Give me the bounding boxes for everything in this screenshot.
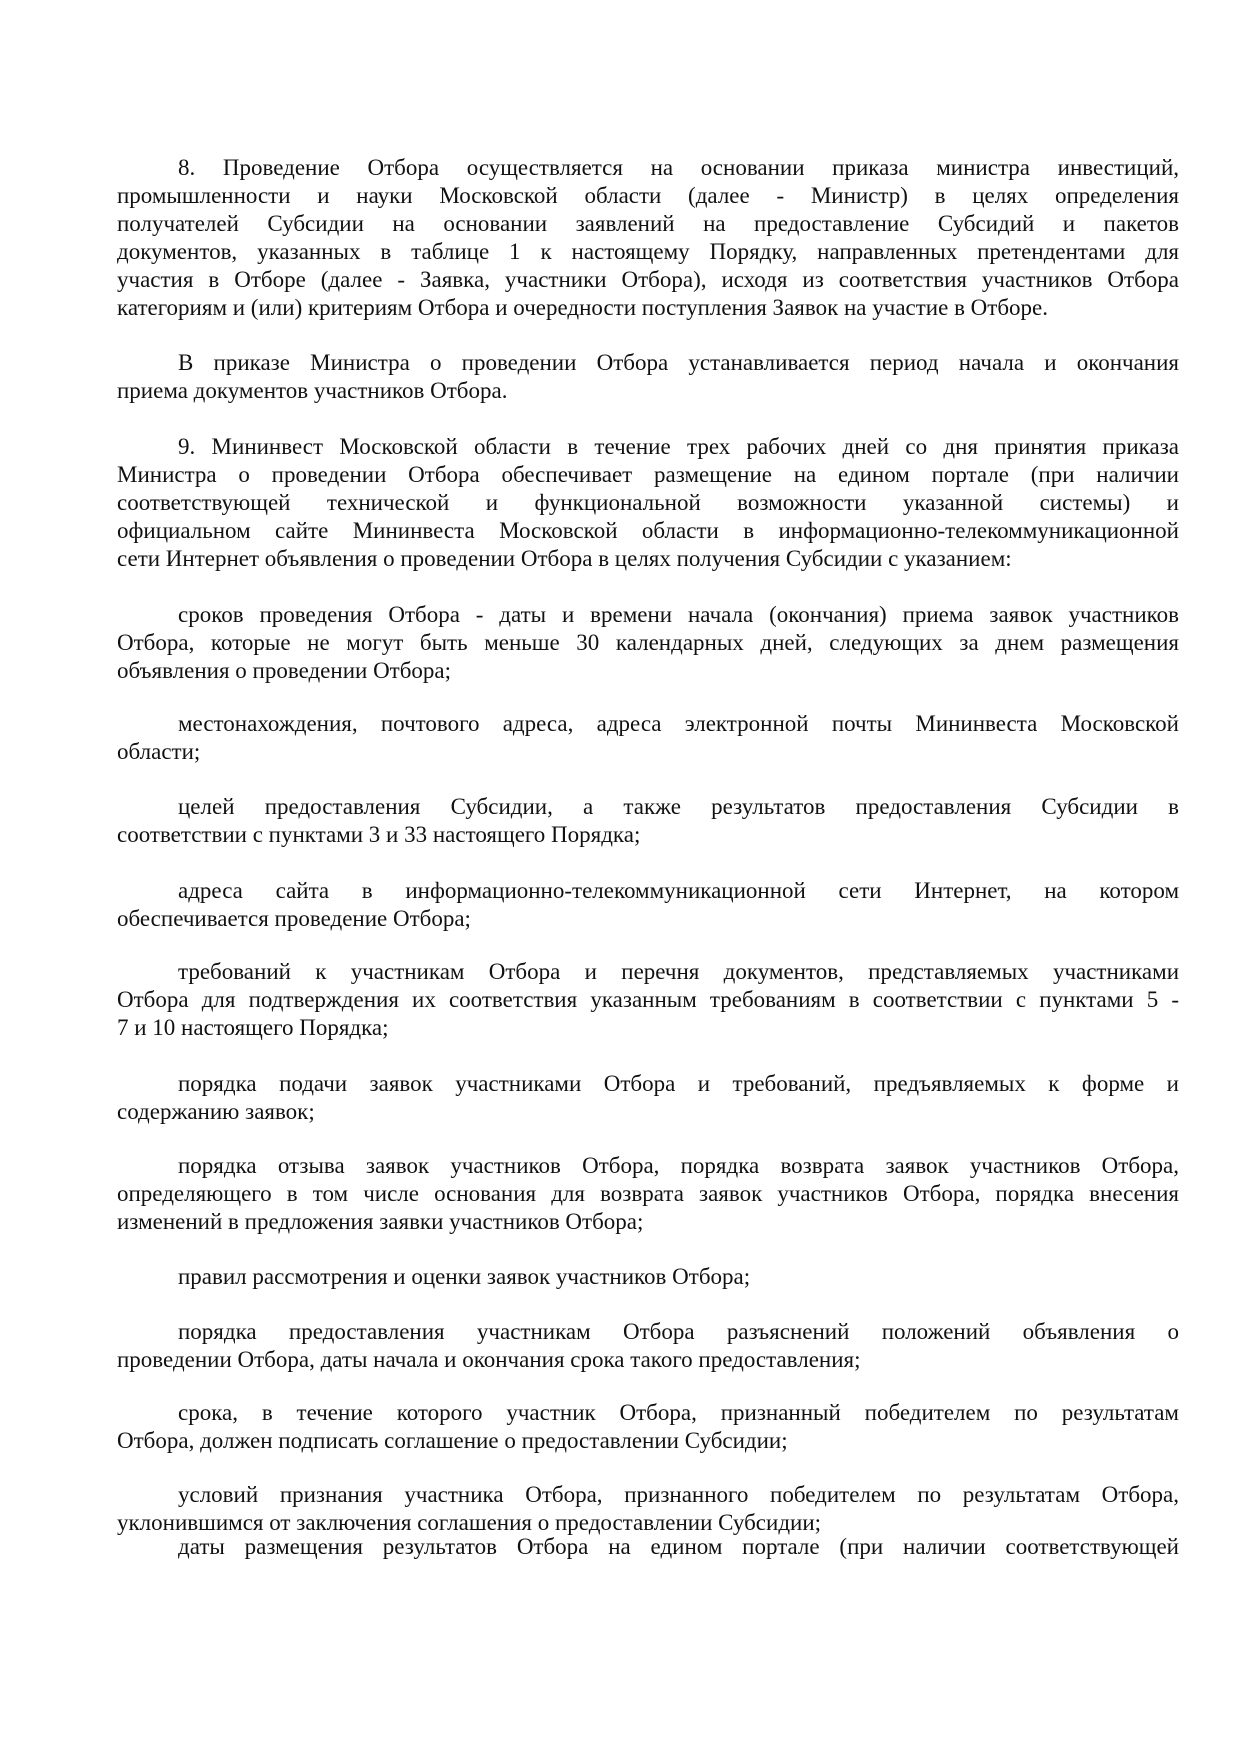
text-line: изменений в предложения заявки участников Отбора; <box>117 1209 644 1234</box>
text-line: области; <box>117 739 201 764</box>
text-line: 7 и 10 настоящего Порядка; <box>117 1015 389 1040</box>
paragraph <box>117 433 1179 573</box>
text-line: сроков проведения Отбора - даты и времени начала (окончания) приема заявок участников <box>178 602 1179 627</box>
text-line: 8. Проведение Отбора осуществляется на основании приказа министра инвестиций, <box>178 155 1179 180</box>
text-line: срока, в течение которого участник Отбора, признанный победителем по результатам <box>178 1400 1179 1425</box>
text-line: порядка подачи заявок участниками Отбора и требований, предъявляемых к форме и <box>178 1071 1179 1096</box>
text-line: требований к участникам Отбора и перечня документов, представляемых участниками <box>178 959 1179 984</box>
text-line: соответствии с пунктами 3 и 33 настоящего Порядка; <box>117 822 641 847</box>
text-line: даты размещения результатов Отбора на едином портале (при наличии соответствующей <box>178 1534 1179 1559</box>
text-line: Отбора, должен подписать соглашение о предоставлении Субсидии; <box>117 1428 788 1453</box>
text-line: получателей Субсидии на основании заявлений на предоставление Субсидий и пакетов <box>117 211 1179 236</box>
paragraph <box>117 154 1179 322</box>
paragraph <box>117 1318 1179 1374</box>
text-line: Отбора, которые не могут быть меньше 30 календарных дней, следующих за днем размещения <box>117 630 1179 655</box>
text-line: порядка отзыва заявок участников Отбора, порядка возврата заявок участников Отбора, <box>178 1153 1179 1178</box>
text-line: проведении Отбора, даты начала и окончания срока такого предоставления; <box>117 1347 861 1372</box>
text-line: участия в Отборе (далее - Заявка, участники Отбора), исходя из соответствия участников Отбора <box>117 267 1179 292</box>
paragraph <box>117 1152 1179 1236</box>
paragraph <box>117 793 1179 849</box>
text-line: В приказе Министра о проведении Отбора устанавливается период начала и окончания <box>178 350 1179 375</box>
text-line: порядка предоставления участникам Отбора разъяснений положений объявления о <box>178 1319 1179 1344</box>
paragraph <box>117 1533 1179 1561</box>
text-line: Отбора для подтверждения их соответствия указанным требованиям в соответствии с пунктами 5 - <box>117 987 1179 1012</box>
text-line: целей предоставления Субсидии, а также результатов предоставления Субсидии в <box>178 794 1179 819</box>
text-line: 9. Мининвест Московской области в течение трех рабочих дней со дня принятия приказа <box>178 434 1179 459</box>
text-line: местонахождения, почтового адреса, адреса электронной почты Мининвеста Московской <box>178 711 1179 736</box>
text-line: объявления о проведении Отбора; <box>117 658 452 683</box>
paragraph <box>117 1070 1179 1126</box>
text-line: определяющего в том числе основания для возврата заявок участников Отбора, порядка внесения <box>117 1181 1179 1206</box>
paragraph <box>117 958 1179 1042</box>
paragraph <box>117 1399 1179 1455</box>
text-line: обеспечивается проведение Отбора; <box>117 906 471 931</box>
paragraph <box>117 1481 1179 1537</box>
paragraph <box>117 1263 1179 1291</box>
text-line: категориям и (или) критериям Отбора и очередности поступления Заявок на участие в Отборе. <box>117 295 1048 320</box>
text-line: Министра о проведении Отбора обеспечивает размещение на едином портале (при наличии <box>117 462 1179 487</box>
paragraph <box>117 710 1179 766</box>
text-line: сети Интернет объявления о проведении Отбора в целях получения Субсидии с указанием: <box>117 546 1012 571</box>
paragraph <box>117 349 1179 405</box>
text-line: приема документов участников Отбора. <box>117 378 508 403</box>
text-line: адреса сайта в информационно-телекоммуникационной сети Интернет, на котором <box>178 878 1179 903</box>
text-line: соответствующей технической и функциональной возможности указанной системы) и <box>117 490 1179 515</box>
text-line: документов, указанных в таблице 1 к настоящему Порядку, направленных претендентами для <box>117 239 1179 264</box>
paragraph <box>117 601 1179 685</box>
text-line: содержанию заявок; <box>117 1099 315 1124</box>
text-line: промышленности и науки Московской области (далее - Министр) в целях определения <box>117 183 1179 208</box>
text-line: правил рассмотрения и оценки заявок участников Отбора; <box>178 1264 751 1289</box>
text-line: условий признания участника Отбора, признанного победителем по результатам Отбора, <box>178 1482 1179 1507</box>
text-line: официальном сайте Мининвеста Московской области в информационно-телекоммуникационной <box>117 518 1179 543</box>
text-line: уклонившимся от заключения соглашения о предоставлении Субсидии; <box>117 1510 822 1535</box>
paragraph <box>117 877 1179 933</box>
